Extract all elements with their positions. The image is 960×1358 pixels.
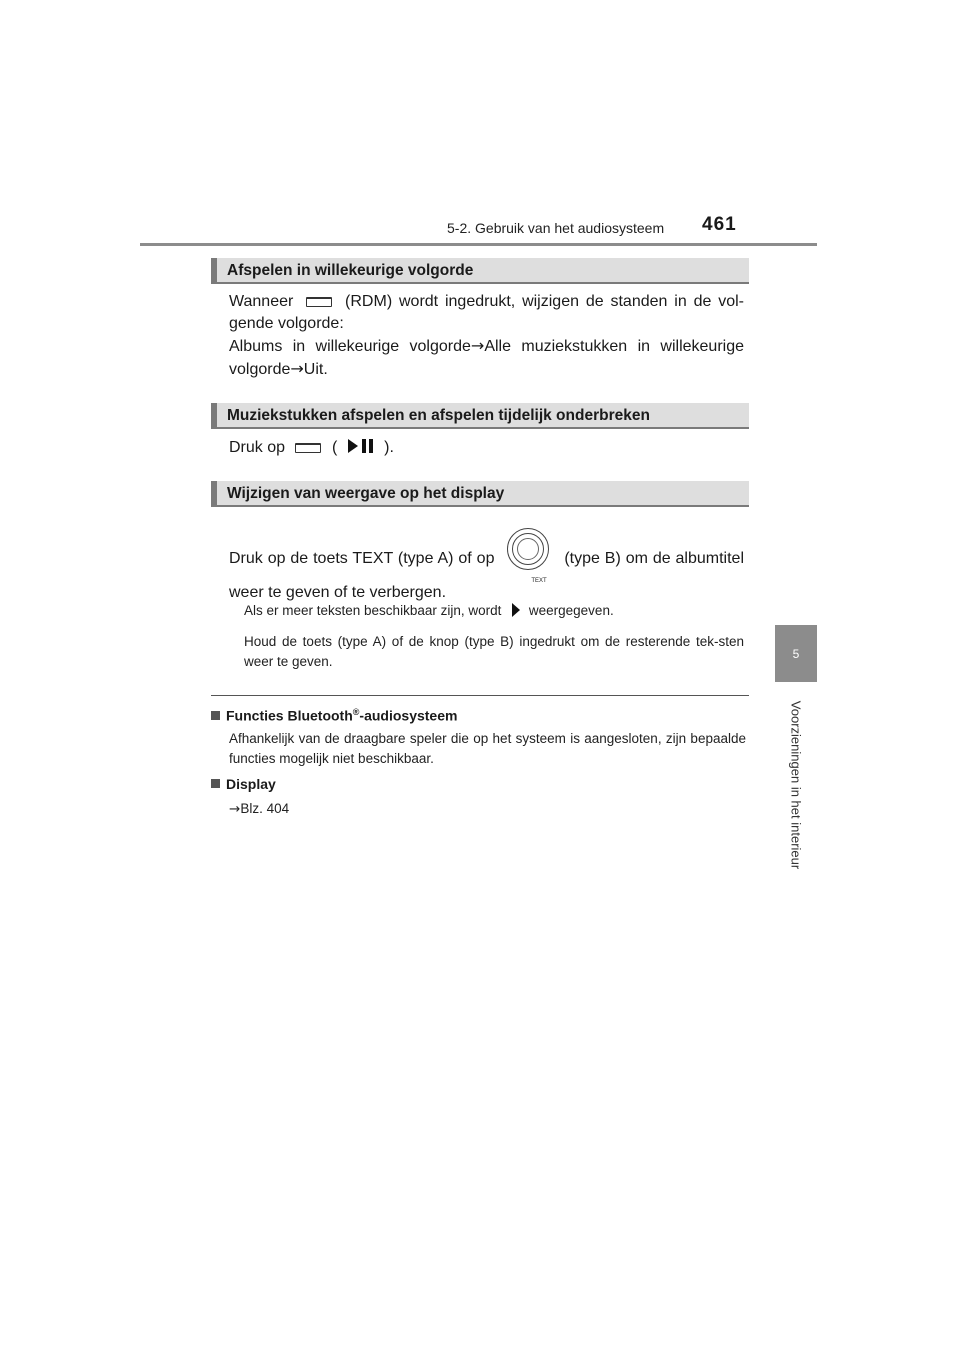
text: Wanneer (229, 293, 294, 310)
notes-divider (211, 695, 749, 696)
arrow-right-icon: → (470, 336, 485, 355)
note-body-display (229, 799, 746, 819)
text: Als er meer teksten beschikbaar zijn, wordt (244, 603, 502, 618)
display-note-2: Houd de toets (type A) of de knop (type B) ingedrukt om de resterende tek-sten weer te geven. (244, 634, 744, 669)
text: -audiosysteem (359, 707, 458, 724)
display-paragraph (229, 540, 744, 608)
text-knob-icon (503, 526, 555, 584)
text: Alle muziekstukken in willekeurige volgorde (229, 338, 744, 378)
section-heading-display-text: Wijzigen van weergave op het display (227, 485, 505, 502)
random-paragraph-2 (229, 335, 744, 381)
text: (RDM) wordt ingedrukt, wijzigen de standen in de vol-gende volgorde: (229, 293, 744, 332)
text: ( (331, 439, 338, 456)
chapter-title (777, 690, 815, 880)
chapter-title-text: Voorzieningen in het interieur (788, 700, 804, 870)
header-rule (140, 243, 817, 246)
note-heading-bluetooth (211, 707, 457, 724)
random-paragraph-1 (229, 291, 744, 335)
page-reference: Blz. 404 (240, 801, 290, 816)
section-heading-play-pause-text: Muziekstukken afspelen en afspelen tijdelijk onderbreken (227, 407, 650, 424)
arrow-right-icon: → (229, 801, 241, 817)
section-heading-random (211, 258, 749, 284)
button-icon (306, 297, 332, 307)
chapter-tab (775, 625, 817, 682)
text: Druk op (229, 439, 286, 456)
section-heading-display (211, 481, 749, 507)
square-bullet-icon (211, 779, 220, 788)
section-heading-random-text: Afspelen in willekeurige volgorde (227, 262, 474, 279)
registered-mark: ® (352, 707, 360, 717)
text: weergegeven. (528, 603, 614, 618)
play-pause-paragraph (229, 437, 744, 459)
section-heading-play-pause (211, 403, 749, 429)
note-heading-display (211, 776, 276, 792)
text: Display (226, 776, 276, 792)
more-text-arrow-icon (508, 601, 522, 619)
button-icon (295, 443, 321, 453)
text: ). (384, 439, 394, 456)
play-pause-icon (346, 438, 376, 454)
text: (type B) om de albumtitel weer te geven of te verbergen. (229, 550, 745, 601)
square-bullet-icon (211, 711, 220, 720)
page-number: 461 (702, 214, 737, 235)
header-section-title: 5-2. Gebruik van het audiosysteem (447, 220, 665, 236)
display-note-1 (244, 601, 744, 621)
note-body-bluetooth: Afhankelijk van de draagbare speler die op het systeem is aangesloten, zijn bepaalde functies mogelijk niet beschikbaar. (229, 731, 746, 766)
knob-label: TEXT (531, 578, 547, 584)
text: Druk op de toets TEXT (type A) of op (229, 550, 495, 568)
arrow-right-icon: → (290, 359, 304, 378)
text: Albums in willekeurige volgorde (229, 338, 471, 355)
chapter-number: 5 (792, 646, 800, 661)
text: Functies Bluetooth (226, 707, 353, 724)
text: Uit. (303, 361, 328, 378)
